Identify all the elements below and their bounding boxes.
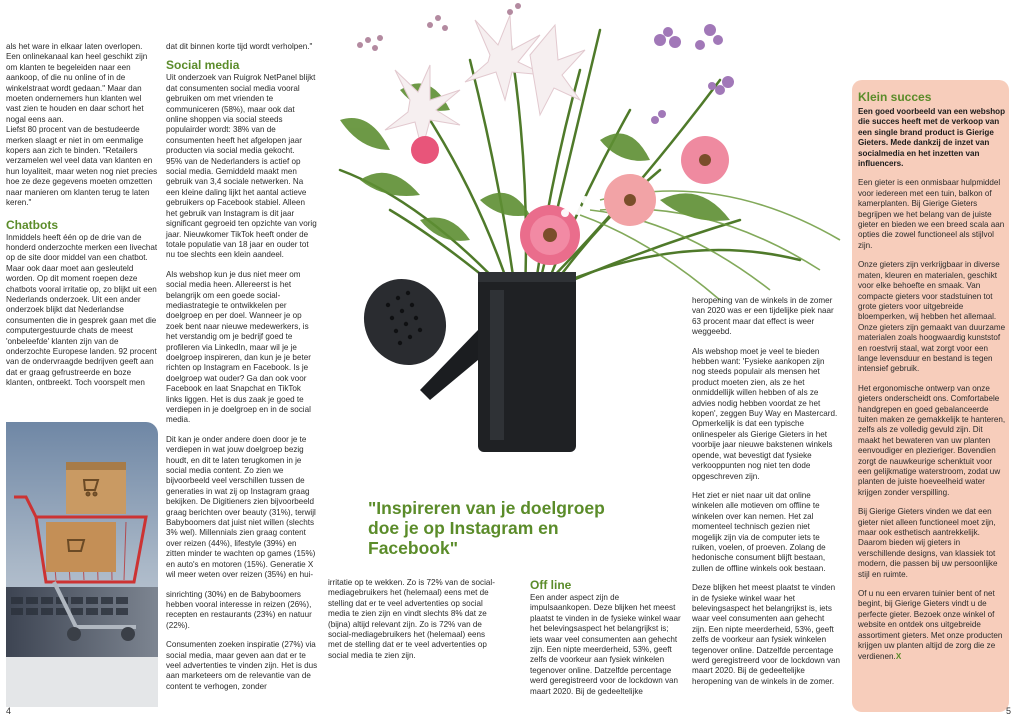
sidebar-lead: Een goed voorbeeld van een webshop die succes heeft met de verkoop van een single brand product is Gierige Gieters. Mede dankzij de inzet van socialmedia en het inzetten van influencers. (858, 107, 1006, 169)
paragraph: 95% van de Nederlanders is actief op social media. Gemiddeld maakt men gebruik van 3,4 sociale netwerken. Na een kleine daling lijkt het aantal actieve gebruikers op Facebook stabiel. Alleen het gebruik van Instagram is dit jaar significant gegroeid ten opzichte van vorig jaar. Nieuwkomer TikTok heeft onder de totale populatie van 18 jaar en ouder tot nu toe slechts een klein aandeel. (166, 156, 317, 260)
paragraph (858, 589, 1006, 662)
paragraph: irritatie op te wekken. Zo is 72% van de social-mediagebruikers het (helemaal) eens met de stelling dat er te veel advertenties op social media te zien zijn en vindt slechts 8% dat ze (bijna) altijd relevant zijn. Zo is 72% van de social-mediagebruikers het (helemaal) eens met de stelling dat er te veel advertenties op social media te zien zijn. (328, 578, 495, 660)
page-number-left: 4 (6, 706, 12, 716)
paragraph: Deze blijken het meest plaatst te vinden in de fysieke winkel waar het belevingsaspect het belangrijkst is, iets waar veel consumenten aan gehecht zijn. Een nipte meerderheid, 53%, geeft zelfs de voorkeur aan fysiek winkelen tegenover online. Datzelfde percentage werd geregistreerd voor de lockdown van maart 2020. Bij de gedeeltelijke heropening van de winkels in de zomer. (692, 583, 841, 686)
heading-chatbots: Chatbots (6, 217, 58, 232)
laptop-cart-photo (6, 422, 158, 707)
heading-social-media: Social media (166, 58, 240, 73)
paragraph: Als webshop kun je dus niet meer om social media heen. Allereerst is het belangrijk om een goede social-mediastrategie te ontwikkelen per doelgroep en per doel. Wanneer je op zoek bent naar nieuwe medewerkers, is het verstandig om je bedrijf goed te profileren via LinkedIn, maar wil je je doelgroep inspireren, dan kun je je beter richten op Instagram en Facebook. Is je doelgroep wat ouder? Ga dan ook voor Facebook en laat Snapchat en TikTok links liggen. Het is dus zaak je goed te verdiepen in je doelgroep en in de social media. (166, 269, 311, 425)
pull-quote: "Inspireren van je doelgroep doe je op Instagram en Facebook" (368, 498, 605, 558)
page-number-right: 5 (1006, 706, 1012, 716)
paragraph: Bij Gierige Gieters vinden we dat een gieter niet alleen functioneel moet zijn, maar ook esthetisch aantrekkelijk. Daarom bieden wij gieters in verschillende designs, van klassiek tot modern, die passen bij uw persoonlijke stijl en ruimte. (858, 507, 998, 579)
right-col-1 (530, 576, 682, 706)
paragraph: als het ware in elkaar laten overlopen. Een onlinekanaal kan heel geschikt zijn om klanten te begeleiden naar een aankoop, of die nu online of in de winkelstraat wordt gedaan." Maar dan moeten ondernemers hun klanten wel vast zien te houden en daar schort het nogal eens aan. (6, 42, 148, 124)
left-col-3 (328, 578, 496, 670)
paragraph: dat dit binnen korte tijd wordt verholpen." (166, 42, 313, 51)
paragraph: Het ergonomische ontwerp van onze gieters onderscheidt ons. Comfortabele handgrepen en goed gebalanceerde tuiten maken ze gemakkelijk te hanteren, zelfs als ze volledig gevuld zijn. Dit maakt het bewateren van uw planten eenvoudiger en plezieriger. Bovendien zorgt de nauwkeurige schenktuit voor een gelijkmatige waterstroom, zodat uw planten de juiste hoeveelheid water krijgen zonder verspilling. (858, 383, 1006, 497)
paragraph: sinrichting (30%) en de Babyboomers hebben vooral interesse in reizen (26%), recepten en restaurants (23%) en natuur (22%). (166, 589, 312, 630)
left-col-1 (6, 42, 158, 398)
paragraph: Onze gieters zijn verkrijgbaar in diverse maten, kleuren en materialen, geschikt voor elke behoefte en smaak. Van compacte gieters voor stadstuinen tot grote gieters voor uitgebreide bloemperken, wij hebben het allemaal. Onze gieters zijn gemaakt van duurzame materialen zoals hoogwaardig kunststof en roestvrij staal, wat zorgt voor een lange levensduur en bestand is tegen intensief gebruik. (858, 260, 1006, 374)
paragraph: Uit onderzoek van Ruigrok NetPanel blijkt dat consumenten social media vooral gebruiken om met vrienden te communiceren (58%), maar ook dat online shoppen via social steeds populairder wordt: 38% van de consumenten heeft het afgelopen jaar producten via social media gekocht. (166, 73, 316, 156)
sidebar-box (852, 80, 1009, 712)
sidebar-title: Klein succes (858, 90, 932, 104)
right-col-2 (692, 296, 840, 696)
paragraph: Consumenten zoeken inspiratie (27%) via social media, maar geven aan dat er te veel advertenties te vinden zijn. Het is dus aan marketeers om de relevantie van de content te verhogen, zonder (166, 640, 318, 691)
sidebar-final-text: Of u nu een ervaren tuinier bent of net begint, bij Gierige Gieters vindt u de perfecte gieter. Bezoek onze winkel of website en ontdek ons uitgebreide assortiment gieters. Met onze producten krijgen uw planten altijd de zorg die ze verdienen. (858, 589, 1003, 661)
paragraph: Een gieter is een onmisbaar hulpmiddel voor iedereen met een tuin, balkon of kamerplanten. Bij Gierige Gieters begrijpen we het belang van de juiste gieter en bieden we een breed scala aan opties die zowel functioneel als stijlvol zijn. (858, 178, 1005, 250)
paragraph: Als webshop moet je veel te bieden hebben want: 'Fysieke aankopen zijn nog steeds populair als mensen het product moeten zien, als ze het onmiddellijk willen hebben of als ze advies nodig hebben voordat ze het kopen', zeggen Buy Way en Mastercard. Opmerkelijk is dat een typische onlinespeler als Gierige Gieters in het voorbije jaar nieuwe bakstenen winkels opende, wat bevestigt dat fysieke verkooppunten nog niet ten dode opgeschreven zijn. (692, 346, 838, 481)
paragraph: heropening van de winkels in de zomer van 2020 was er een tijdelijke piek naar 63 procent maar dat effect is weer weggeebd. (692, 296, 834, 337)
paragraph: Het ziet er niet naar uit dat online winkelen alle motieven om offline te winkelen over kan nemen. Het zal momenteel technisch gezien niet mogelijk zijn via de computer iets te ruiken, voelen, of proeven. Zolang de hedonische consument blijft bestaan, zullen de offline winkels ook bestaan. (692, 490, 826, 573)
heading-offline: Off line (530, 578, 572, 592)
left-col-2 (166, 42, 318, 701)
end-mark: X (895, 651, 902, 661)
sidebar-content (858, 90, 1006, 671)
paragraph: Dit kan je onder andere doen door je te verdiepen in wat jouw doelgroep bezig houdt, en dit te laten terugkomen in je social media content. Zo zien we bijvoorbeeld veel verschillen tussen de generaties in wat zij op Instagram graag bekijken. De Digitieners zien bijvoorbeeld graag berichten over beauty (31%), terwijl Babyboomers dat juist niet willen (slechts 3% wel). Millennials zien graag content over reizen (44%), lifestyle (39%) en zitten minder te wachten op games (15%) en auto's en motoren (15%). Generatie X wil meer weten over reizen (35%) en hui- (166, 434, 316, 580)
paragraph: Liefst 80 procent van de bestudeerde merken slaagt er niet in om eenmalige kopers aan zich te binden. "Retailers verzamelen wel veel data van klanten en hun loyaliteit, maar weten nog niet precies hoe ze deze gegevens moeten omzetten naar manieren om klanten terug te laten keren." (6, 125, 158, 208)
paragraph: Een ander aspect zijn de impulsaankopen. Deze blijken het meest plaatst te vinden in de fysieke winkel waar het belevingsaspect het belangrijkst is; iets waar veel consumenten aan gehecht zijn. Een nipte meerderheid, 53%, geeft zelfs de voorkeur aan fysiek winkelen tegenover online. Datzelfde percentage werd geregistreerd voor de lockdown van maart 2020. Bij de gedeeltelijke (530, 593, 681, 696)
paragraph: Inmiddels heeft één op de drie van de honderd onderzochte merken een livechat op de site door middel van een chatbot. Maar ook daar moet aan gesleuteld worden. Op dit moment roepen deze chatbots vooral irritatie op, zo blijkt uit een Nederlands onderzoek. Uit een ander onderzoek blijkt dat Nederlandse consumenten die in gesprek gaan met die computergestuurde chats de meest 'onbeleefde' klanten zijn van de onderzochte Europese landen. 92 procent van de ondervraagde bedrijven geeft aan dat er graag gefrustreerde en boze klanten, ontbreekt. Toch voorspelt men (6, 232, 158, 388)
